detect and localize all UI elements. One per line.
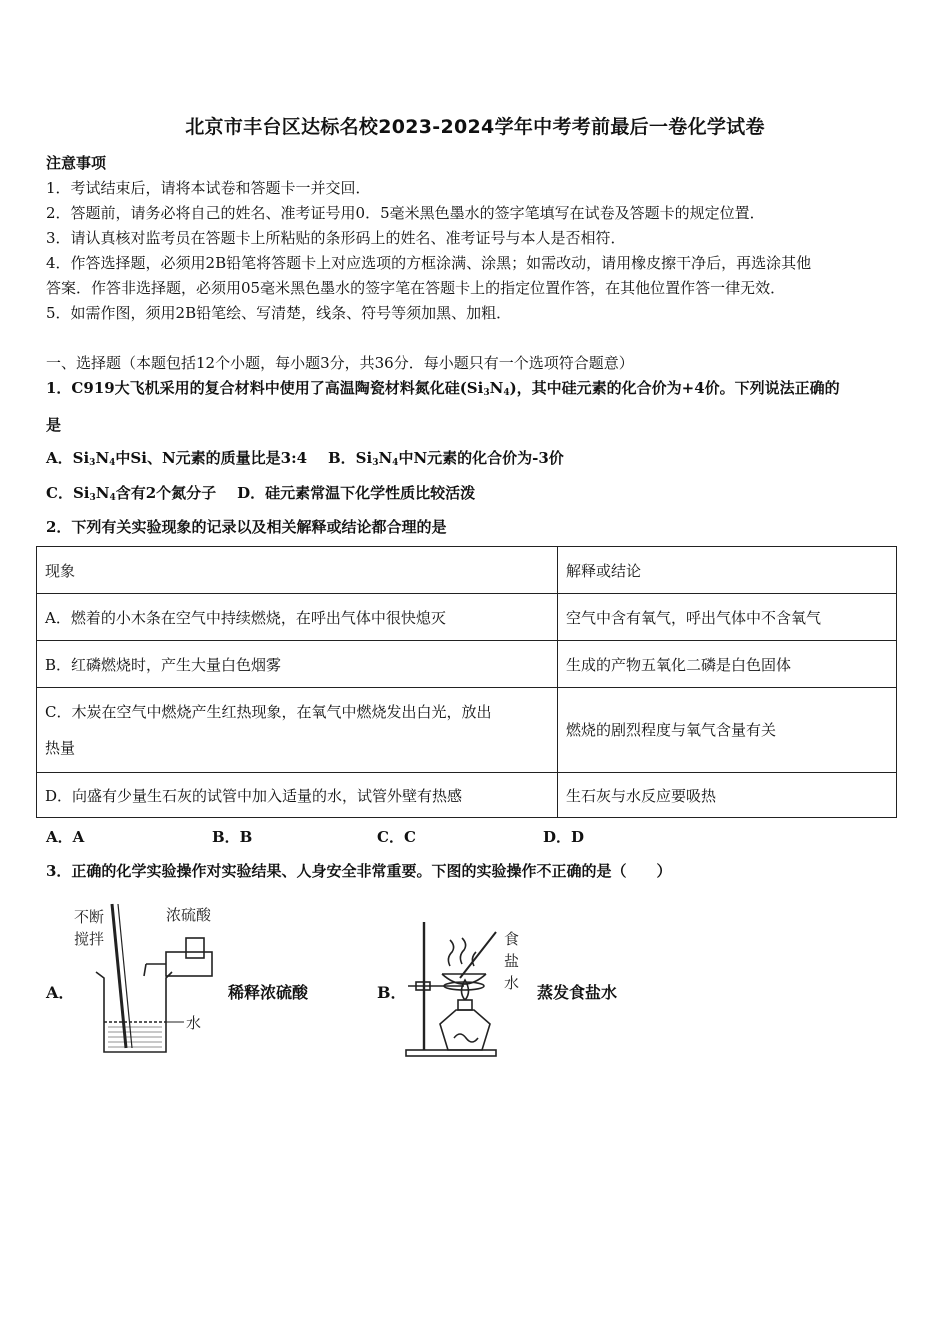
table-row: [37, 594, 897, 641]
q2-stem: 2．下列有关实验现象的记录以及相关解释或结论都合理的是: [46, 518, 447, 536]
table-row: [37, 688, 897, 773]
q1-option-a[interactable]: A．$Si_3N_4$中Si、N元素的质量比是3:4: [46, 449, 308, 468]
notice-item-2: 2．答题前，请务必将自己的姓名、准考证号用0．5毫米黑色墨水的签字笔填写在试卷及答题卡的规定位置．: [46, 204, 765, 222]
q1-stem-cont: 是: [46, 416, 62, 434]
salt-label-1: 食: [504, 930, 520, 948]
q3-stem: 3．正确的化学实验操作对实验结果、人身安全非常重要。下图的实验操作不正确的是（ ）: [46, 862, 672, 880]
water-label: 水: [186, 1014, 202, 1032]
notice-item-5: 5．如需作图，须用2B铅笔绘、写清楚，线条、符号等须加黑、加粗．: [46, 304, 512, 322]
table-cell-phenomenon: B．红磷燃烧时，产生大量白色烟雾: [37, 641, 558, 688]
table-row: [37, 773, 897, 818]
notice-item-4-cont: 答案．作答非选择题，必须用05毫米黑色墨水的签字笔在答题卡上的指定位置作答，在其他位置作答一律无效．: [46, 279, 786, 297]
q1-options-cd: [46, 482, 475, 503]
table-header-row: [37, 547, 897, 594]
table-header-conclusion: 解释或结论: [558, 547, 897, 594]
q2-option-a[interactable]: A．A: [46, 828, 85, 846]
q2-option-d[interactable]: D．D: [543, 828, 585, 846]
table-cell-phenomenon: A．燃着的小木条在空气中持续燃烧，在呼出气体中很快熄灭: [37, 594, 558, 641]
evaporate-salt-diagram: [398, 914, 538, 1064]
q2-option-c[interactable]: C．C: [377, 828, 416, 846]
notice-item-4: 4．作答选择题，必须用2B铅笔将答题卡上对应选项的方框涂满、涂黑；如需改动，请用橡皮擦干净后，再选涂其他: [46, 254, 812, 272]
q1-option-c[interactable]: C．$Si_3N_4$含有2个氮分子: [46, 484, 217, 503]
stir-label-2: 搅拌: [74, 930, 105, 948]
q1-options-ab: [46, 447, 564, 468]
q3-option-b-label[interactable]: B．: [377, 983, 407, 1002]
q3-option-a-caption: 稀释浓硫酸: [228, 983, 309, 1002]
stir-label-1: 不断: [74, 908, 105, 926]
q2-option-b[interactable]: B．B: [212, 828, 253, 846]
acid-label: 浓硫酸: [166, 906, 212, 924]
q2-table: [36, 546, 897, 818]
salt-label-3: 水: [504, 974, 520, 992]
q1-option-d[interactable]: D．硅元素常温下化学性质比较活泼: [237, 484, 476, 502]
table-header-phenomenon: 现象: [37, 547, 558, 594]
notice-item-3: 3．请认真核对监考员在答题卡上所粘贴的条形码上的姓名、准考证号与本人是否相符．: [46, 229, 626, 247]
notice-heading: 注意事项: [46, 154, 107, 172]
dilute-acid-diagram: [66, 892, 236, 1062]
q3-option-a-label[interactable]: A．: [46, 983, 75, 1002]
table-cell-conclusion: 空气中含有氧气，呼出气体中不含氧气: [558, 594, 897, 641]
section-heading: 一、选择题（本题包括12个小题，每小题3分，共36分．每小题只有一个选项符合题意）: [46, 354, 634, 372]
table-cell-phenomenon: D．向盛有少量生石灰的试管中加入适量的水，试管外壁有热感: [37, 773, 558, 818]
page-title: 北京市丰台区达标名校2023-2024学年中考考前最后一卷化学试卷: [185, 116, 765, 138]
q1-option-b[interactable]: B．$Si_3N_4$中N元素的化合价为-3价: [327, 449, 564, 468]
notice-item-1: 1．考试结束后，请将本试卷和答题卡一并交回．: [46, 179, 371, 197]
table-cell-conclusion: 生石灰与水反应要吸热: [558, 773, 897, 818]
q3-option-b-caption: 蒸发食盐水: [537, 983, 618, 1002]
salt-label-2: 盐: [504, 952, 520, 970]
table-cell-conclusion: 燃烧的剧烈程度与氧气含量有关: [558, 688, 897, 773]
table-row: [37, 641, 897, 688]
table-cell-phenomenon: C．木炭在空气中燃烧产生红热现象，在氧气中燃烧发出白光，放出 热量: [37, 688, 558, 773]
q1-stem: 1．C919大飞机采用的复合材料中使用了高温陶瓷材料氮化硅$(Si_3N_4)$，其中硅元素的化合价为+4价。下列说法正确的: [46, 379, 840, 398]
table-cell-conclusion: 生成的产物五氧化二磷是白色固体: [558, 641, 897, 688]
